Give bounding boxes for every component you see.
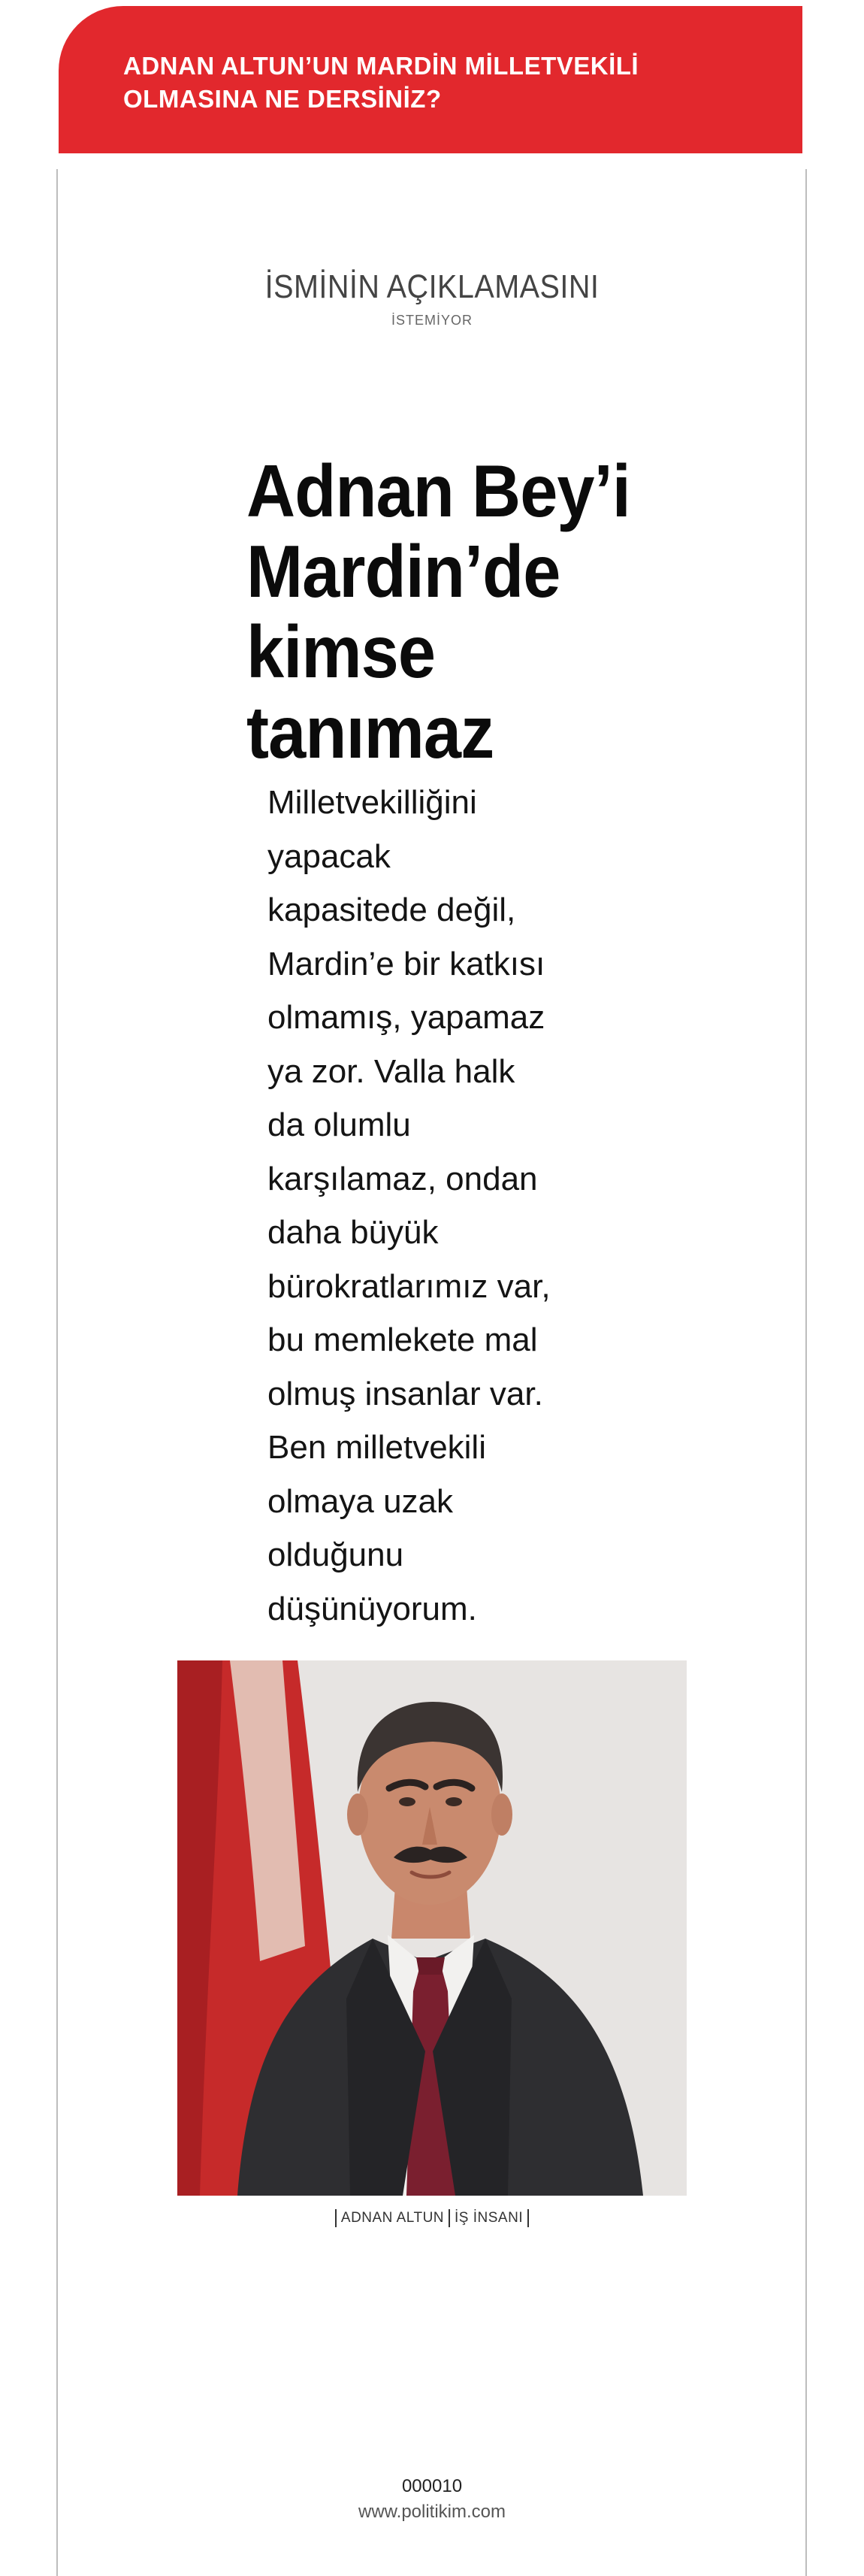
caption-divider [449, 2209, 450, 2227]
kicker-title: İSMİNİN AÇIKLAMASINI [264, 268, 600, 305]
caption-name: ADNAN ALTUN [340, 2210, 445, 2226]
kicker-subtitle: İSTEMİYOR [391, 313, 473, 328]
article-body: Milletvekilliğini yapacak kapasitede değil, Mardin’e bir katkısı olmamış, yapamaz ya zor. Valla halk da olumlu karşılamaz, ondan daha büyük bürokratlarımız var, bu memlekete mal olmuş insanlar var. Ben milletvekili olmaya uzak olduğunu düşünüyorum. [267, 784, 551, 1627]
article-headline: Adnan Bey’i Mardin’de kimse tanımaz [246, 450, 630, 773]
banner-title: ADNAN ALTUN’UN MARDİN MİLLETVEKİLİ OLMASINA NE DERSİNİZ? [123, 52, 639, 113]
header-banner [59, 6, 802, 153]
caption-divider [335, 2209, 337, 2227]
caption-role: İŞ İNSANI [455, 2210, 524, 2226]
caption-divider [527, 2209, 529, 2227]
page-number: 000010 [401, 2476, 463, 2496]
photo-caption [0, 2209, 864, 2227]
portrait-photo [177, 1660, 687, 2196]
website-url: www.politikim.com [358, 2502, 506, 2522]
